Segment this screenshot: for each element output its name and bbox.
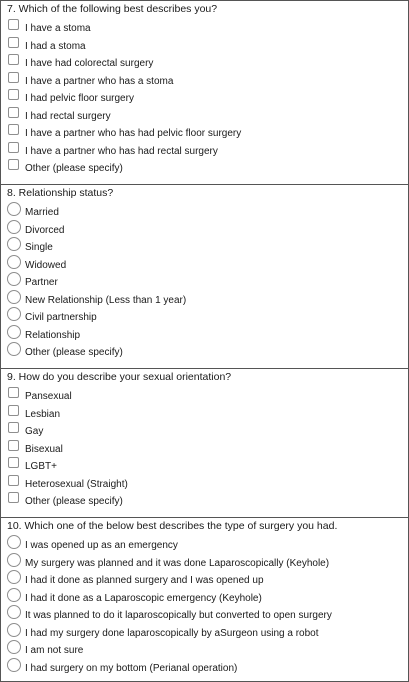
option-radio[interactable] (1, 571, 408, 588)
option-radio[interactable] (1, 326, 408, 343)
option-radio[interactable] (1, 221, 408, 238)
option-label: Relationship (25, 329, 81, 341)
checkbox-icon[interactable] (8, 405, 19, 416)
checkbox-icon[interactable] (8, 72, 19, 83)
question-9 (1, 369, 408, 518)
option-label: I had it done as a Laparoscopic emergency (Keyhole) (25, 592, 262, 604)
option-radio[interactable] (1, 659, 408, 676)
option-radio[interactable] (1, 203, 408, 220)
checkbox-icon[interactable] (8, 492, 19, 503)
option-checkbox[interactable] (1, 440, 408, 457)
option-radio[interactable] (1, 554, 408, 571)
option-checkbox[interactable] (1, 142, 408, 159)
option-label: Pansexual (25, 391, 72, 402)
radio-icon[interactable] (7, 290, 21, 304)
checkbox-icon[interactable] (8, 422, 19, 433)
radio-icon[interactable] (7, 623, 21, 637)
option-label: I had surgery on my bottom (Perianal operation) (25, 662, 238, 674)
radio-icon[interactable] (7, 535, 21, 549)
radio-icon[interactable] (7, 553, 21, 567)
radio-icon[interactable] (7, 605, 21, 619)
radio-icon[interactable] (7, 220, 21, 234)
option-label: I had my surgery done laparoscopically by aSurgeon using a robot (25, 627, 319, 639)
checkbox-icon[interactable] (8, 440, 19, 451)
option-label: It was planned to do it laparoscopically but converted to open surgery (25, 610, 332, 621)
option-label: Other (please specify) (25, 163, 123, 174)
option-radio[interactable] (1, 589, 408, 606)
checkbox-icon[interactable] (8, 37, 19, 48)
option-label: I have a partner who has a stoma (25, 75, 174, 87)
option-label: I had pelvic floor surgery (25, 93, 134, 104)
option-checkbox[interactable] (1, 124, 408, 141)
option-radio[interactable] (1, 273, 408, 290)
checkbox-icon[interactable] (8, 107, 19, 118)
radio-icon[interactable] (7, 570, 21, 584)
option-checkbox[interactable] (1, 89, 408, 106)
option-label: Civil partnership (25, 312, 97, 323)
question-title: 7. Which of the following best describes you? (7, 3, 218, 15)
question-title: 10. Which one of the below best describes the type of surgery you had. (7, 520, 338, 532)
option-label: Lesbian (25, 408, 61, 420)
option-checkbox[interactable] (1, 37, 408, 54)
option-label: Widowed (25, 259, 67, 271)
option-checkbox[interactable] (1, 387, 408, 404)
option-label: Other (please specify) (25, 496, 123, 507)
option-checkbox[interactable] (1, 422, 408, 439)
radio-icon[interactable] (7, 255, 21, 269)
option-radio[interactable] (1, 343, 408, 360)
question-8 (1, 185, 408, 369)
option-radio[interactable] (1, 606, 408, 623)
radio-icon[interactable] (7, 307, 21, 321)
option-radio[interactable] (1, 624, 408, 641)
checkbox-icon[interactable] (8, 54, 19, 65)
option-checkbox[interactable] (1, 19, 408, 36)
radio-icon[interactable] (7, 588, 21, 602)
checkbox-icon[interactable] (8, 457, 19, 468)
option-label: Bisexual (25, 443, 63, 455)
option-checkbox[interactable] (1, 457, 408, 474)
radio-icon[interactable] (7, 640, 21, 654)
option-label: Other (please specify) (25, 347, 123, 358)
checkbox-icon[interactable] (8, 387, 19, 398)
checkbox-icon[interactable] (8, 19, 19, 30)
question-title: 8. Relationship status? (7, 187, 114, 199)
checkbox-icon[interactable] (8, 142, 19, 153)
option-radio[interactable] (1, 308, 408, 325)
option-label: I am not sure (25, 645, 84, 656)
question-10 (1, 518, 408, 681)
radio-icon[interactable] (7, 202, 21, 216)
checkbox-icon[interactable] (8, 159, 19, 170)
option-label: Heterosexual (Straight) (25, 478, 128, 490)
question-7 (1, 1, 408, 185)
option-label: LGBT+ (25, 461, 57, 472)
radio-icon[interactable] (7, 272, 21, 286)
radio-icon[interactable] (7, 658, 21, 672)
option-label: I have a partner who has had rectal surgery (25, 145, 218, 157)
option-label: I had rectal surgery (25, 110, 111, 122)
option-checkbox[interactable] (1, 492, 408, 509)
option-checkbox[interactable] (1, 72, 408, 89)
radio-icon[interactable] (7, 325, 21, 339)
option-radio[interactable] (1, 238, 408, 255)
option-label: Single (25, 242, 53, 253)
option-label: I have a partner who has had pelvic floor surgery (25, 128, 242, 139)
option-radio[interactable] (1, 536, 408, 553)
option-radio[interactable] (1, 641, 408, 658)
option-label: Gay (25, 426, 44, 437)
option-checkbox[interactable] (1, 159, 408, 176)
radio-icon[interactable] (7, 342, 21, 356)
option-radio[interactable] (1, 256, 408, 273)
checkbox-icon[interactable] (8, 124, 19, 135)
option-label: Partner (25, 277, 58, 288)
option-checkbox[interactable] (1, 54, 408, 71)
option-label: I have a stoma (25, 23, 91, 34)
option-checkbox[interactable] (1, 475, 408, 492)
option-label: I had it done as planned surgery and I was opened up (25, 575, 264, 586)
option-label: Divorced (25, 224, 65, 236)
option-checkbox[interactable] (1, 405, 408, 422)
checkbox-icon[interactable] (8, 475, 19, 486)
option-label: My surgery was planned and it was done Laparoscopically (Keyhole) (25, 557, 330, 569)
option-label: Married (25, 207, 59, 218)
option-radio[interactable] (1, 291, 408, 308)
option-label: I had a stoma (25, 40, 86, 52)
option-label: I have had colorectal surgery (25, 58, 154, 69)
option-label: New Relationship (Less than 1 year) (25, 294, 187, 306)
radio-icon[interactable] (7, 237, 21, 251)
checkbox-icon[interactable] (8, 89, 19, 100)
option-checkbox[interactable] (1, 107, 408, 124)
option-label: I was opened up as an emergency (25, 540, 178, 551)
question-title: 9. How do you describe your sexual orientation? (7, 371, 232, 383)
